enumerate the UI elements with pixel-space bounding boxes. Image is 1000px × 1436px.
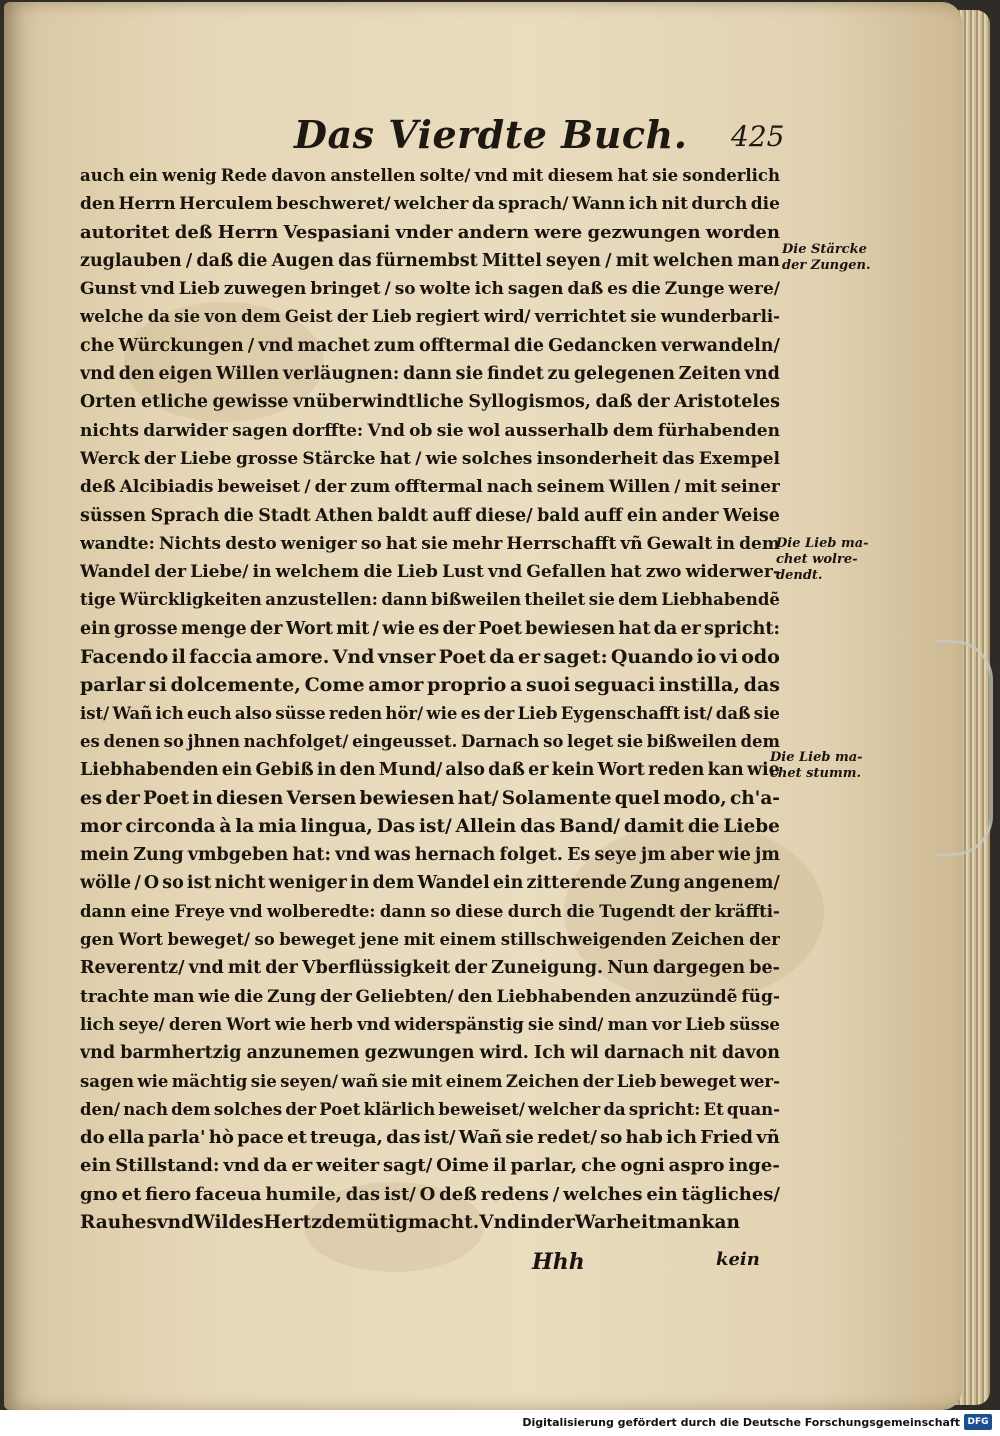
page-footer [4,1249,962,1279]
margin-note-line: Die Stärcke [782,242,867,257]
text-line: den Herrn Herculem beschweret/ welcher da sprach/ Wann ich nit durch die [80,194,780,215]
credit-bar [0,1410,1000,1436]
text-line: che Würckungen / vnd machet zum offtermal die Gedancken verwandeln/ [80,335,780,356]
credit-text: Digitalisierung gefördert durch die Deutsche Forschungsgemeinschaft [522,1416,960,1429]
dfg-logo: DFG [964,1414,992,1430]
text-line: Liebhabenden ein Gebiß in den Mund/ also daß er kein Wort reden kan wie [80,760,780,781]
text-line: gen Wort beweget/ so beweget jene mit einem stillschweigenden Zeichen der [80,930,780,950]
text-line: auch ein wenig Rede davon anstellen solte/ vnd mit diesem hat sie sonderlich [80,166,780,185]
text-line: autoritet deß Herrn Vespasiani vnder andern were gezwungen worden [80,221,780,243]
text-line: vnd barmhertzig anzunemen gezwungen wird. Ich wil darnach nit davon [80,1043,780,1064]
book-page [4,2,962,1410]
margin-note-line: Die Lieb ma- [776,536,869,551]
catchword: kein [716,1249,760,1270]
text-line: Gunst vnd Lieb zuwegen bringet / so wolte ich sagen daß es die Zunge were/ [80,279,780,300]
text-line: mor circonda à la mia lingua, Das ist/ Allein das Band/ damit die Liebe [80,815,780,837]
text-line: süssen Sprach die Stadt Athen baldt auff diese/ bald auff ein ander Weise [80,505,780,526]
text-line: tige Würckligkeiten anzustellen: dann bißweilen theilet sie dem Liebhabendẽ [80,590,780,610]
text-line: ein grosse menge der Wort mit / wie es der Poet bewiesen hat da er spricht: [80,618,780,639]
text-line: welche da sie von dem Geist der Lieb regiert wird/ verrichtet sie wunderbarli- [80,307,780,327]
margin-note-staercke [782,242,870,274]
text-line: Reverentz/ vnd mit der Vberflüssigkeit der Zuneigung. Nun dargegen be- [80,958,780,979]
margin-note-line: chet wolre- [776,552,858,567]
text-line: lich seye/ deren Wort wie herb vnd widerspänstig sie sind/ man vor Lieb süsse [80,1014,780,1034]
page-clip [936,640,993,856]
text-line: deß Alcibiadis beweiset / der zum offtermal nach seinem Willen / mit seiner [80,477,780,498]
text-line: es denen so jhnen nachfolget/ eingeusset. Darnach so leget sie bißweilen dem [80,731,780,751]
text-line: Orten etliche gewisse vnüberwindtliche Syllogismos, daß der Aristoteles [80,392,780,413]
text-line: es der Poet in diesen Versen bewiesen hat/ Solamente quel modo, ch'a- [80,787,780,809]
text-line: Werck der Liebe grosse Stärcke hat / wie solches insonderheit das Exempel [80,448,780,469]
text-line: ist/ Wañ ich euch also süsse reden hör/ wie es der Lieb Eygenschafft ist/ daß sie [80,703,780,723]
body-text [80,162,780,1237]
text-line: zuglauben / daß die Augen das fürnembst Mittel seyen / mit welchen man [80,250,780,271]
text-line: do ella parla' hò pace et treuga, das ist/ Wañ sie redet/ so hab ich Fried vñ [80,1127,780,1149]
margin-note-wolredendt [776,536,869,584]
text-line: vnd den eigen Willen verläugnen: dann sie findet zu gelegenen Zeiten vnd [80,364,780,385]
text-line: Facendo il faccia amore. Vnd vnser Poet da er saget: Quando io vi odo [80,646,780,669]
text-line: gno et fiero faceua humile, das ist/ O deß redens / welches ein tägliches/ [80,1183,780,1205]
page-number: 425 [731,120,785,153]
running-head: Das Vierdte Buch. [294,112,688,157]
text-line: sagen wie mächtig sie seyen/ wañ sie mit einem Zeichen der Lieb beweget wer- [80,1071,780,1091]
text-line: wölle / O so ist nicht weniger in dem Wandel ein zitterende Zung angenem/ [80,873,780,894]
text-line: nichts darwider sagen dorffte: Vnd ob sie wol ausserhalb dem fürhabenden [80,420,780,441]
margin-note-line: dendt. [776,568,823,583]
text-line: parlar si dolcemente, Come amor proprio a suoi seguaci instilla, das [80,674,780,697]
signature-mark: Hhh [532,1249,585,1275]
margin-note-stumm [770,750,863,782]
text-line: den/ nach dem solches der Poet klärlich beweiset/ welcher da spricht: Et quan- [80,1099,780,1119]
text-line: mein Zung vmbgeben hat: vnd was hernach folget. Es seye jm aber wie jm [80,845,780,866]
margin-note-line: chet stumm. [770,766,861,781]
text-line: wandte: Nichts desto weniger so hat sie mehr Herrschafft vñ Gewalt in dem [80,533,780,554]
text-line: ein Stillstand: vnd da er weiter sagt/ Oime il parlar, che ogni aspro inge- [80,1155,780,1177]
text-line: trachte man wie die Zung der Geliebten/ den Liebhabenden anzuzündẽ füg- [80,986,780,1007]
text-line: dann eine Freye vnd wolberedte: dann so diese durch die Tugendt der kräffti- [80,901,780,921]
page-header [4,112,962,160]
text-line: Wandel der Liebe/ in welchem die Lieb Lust vnd Gefallen hat zwo widerwer- [80,562,780,583]
text-line: Rauhes vnd Wildes Hertz demütig macht. Vnd in der Warheit man kan [80,1211,740,1233]
margin-note-line: Die Lieb ma- [770,750,863,765]
margin-note-line: der Zungen. [782,258,871,273]
